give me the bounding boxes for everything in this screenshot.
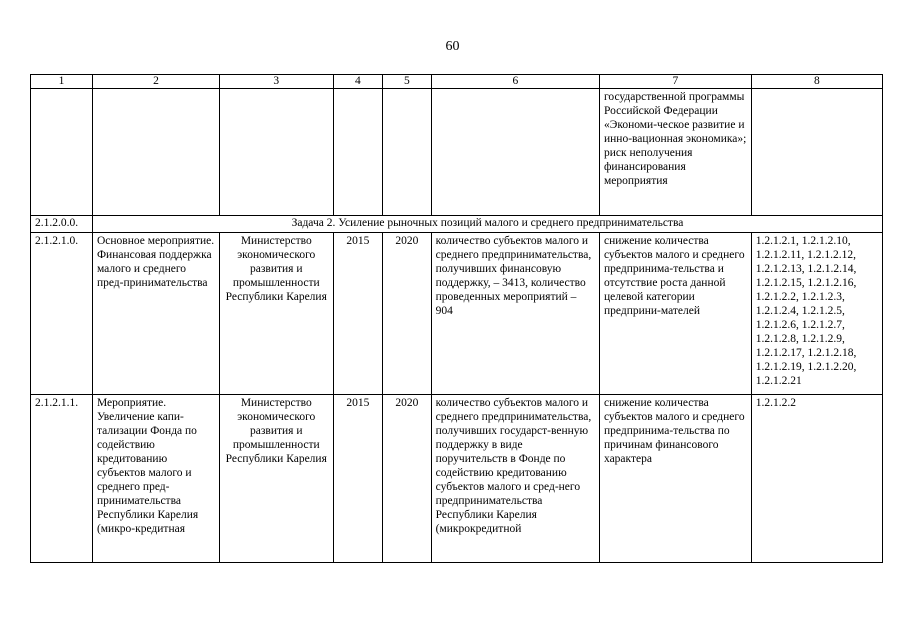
start-year: 2015 (333, 233, 383, 395)
column-number-row (31, 75, 883, 89)
column-number: 7 (599, 75, 751, 89)
indicators: 1.2.1.2.2 (751, 395, 882, 563)
column-number: 3 (219, 75, 333, 89)
continued-row (31, 89, 883, 216)
risks: снижение количества субъектов малого и среднего предпринима-тельства по причинам финансового характера (599, 395, 751, 563)
empty-cell (333, 89, 383, 216)
empty-cell (383, 89, 432, 216)
end-year: 2020 (383, 395, 432, 563)
empty-cell (751, 89, 882, 216)
column-number: 6 (431, 75, 599, 89)
page-number: 60 (445, 39, 460, 54)
task-row (31, 216, 883, 233)
risk-cell: государственной программы Российской Федерации «Экономи-ческое развитие и инно-вационная экономика»; риск неполучения финансирования мероприятия (599, 89, 751, 216)
empty-cell (431, 89, 599, 216)
measure-code: 2.1.2.1.0. (31, 233, 93, 395)
task-title: Задача 2. Усиление рыночных позиций малого и среднего предпринимательства (92, 216, 882, 233)
measure-name: Мероприятие. Увеличение капи-тализации Фонда по содействию кредитованию субъектов малого и среднего пред-принимательства Республики Карелия (микро-кредитная (92, 395, 219, 563)
column-number: 1 (31, 75, 93, 89)
expected-result: количество субъектов малого и среднего предпринимательства, получивших государст-венную поддержку в виде поручительств в Фонде по содействию кредитованию субъектов малого и сред-него предпринимательства Республики Карелия (микрокредитной (431, 395, 599, 563)
measure-code: 2.1.2.1.1. (31, 395, 93, 563)
empty-cell (31, 89, 93, 216)
executor: Министерство экономического развития и промышленности Республики Карелия (219, 395, 333, 563)
measures-table (30, 74, 883, 563)
executor: Министерство экономического развития и промышленности Республики Карелия (219, 233, 333, 395)
column-number: 4 (333, 75, 383, 89)
column-number: 2 (92, 75, 219, 89)
indicators: 1.2.1.2.1, 1.2.1.2.10, 1.2.1.2.11, 1.2.1.2.12, 1.2.1.2.13, 1.2.1.2.14, 1.2.1.2.15, 1.2.1.2.16, 1.2.1.2.2, 1.2.1.2.3, 1.2.1.2.4, 1.2.1.2.5, 1.2.1.2.6, 1.2.1.2.7, 1.2.1.2.8, 1.2.1.2.9, 1.2.1.2.17, 1.2.1.2.18, 1.2.1.2.19, 1.2.1.2.20, 1.2.1.2.21 (751, 233, 882, 395)
start-year: 2015 (333, 395, 383, 563)
empty-cell (219, 89, 333, 216)
task-code: 2.1.2.0.0. (31, 216, 93, 233)
risks: снижение количества субъектов малого и среднего предпринима-тельства и отсутствие роста данной целевой категории предприни-мателей (599, 233, 751, 395)
measure-name: Основное мероприятие. Финансовая поддержка малого и среднего пред-принимательства (92, 233, 219, 395)
table-row (31, 233, 883, 395)
column-number: 8 (751, 75, 882, 89)
end-year: 2020 (383, 233, 432, 395)
expected-result: количество субъектов малого и среднего предпринимательства, получивших финансовую поддержку, – 3413, количество проведенных мероприятий – 904 (431, 233, 599, 395)
empty-cell (92, 89, 219, 216)
table-row (31, 395, 883, 563)
column-number: 5 (383, 75, 432, 89)
